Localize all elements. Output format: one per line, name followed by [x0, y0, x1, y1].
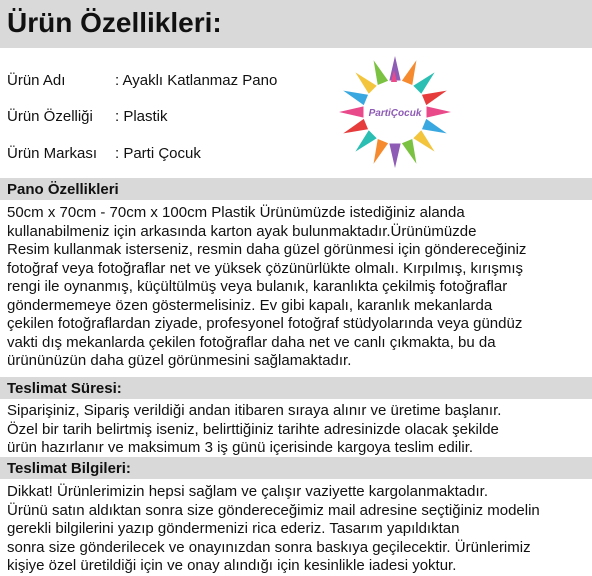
text-line: kullanabilmeniz için arkasında karton ayak bulunmaktadır.Ürünümüzde — [7, 222, 477, 240]
spec-value: : Ayaklı Katlanmaz Pano — [115, 72, 278, 89]
text-line: Özel bir tarih belirtmiş iseniz, belirttiğiniz tarihte adresinizde olacak şekilde — [7, 420, 499, 438]
bunting-flag — [343, 119, 368, 134]
text-line: Siparişiniz, Sipariş verildiği andan itibaren sıraya alınır ve üretime başlanır. — [7, 402, 502, 419]
text-line: gerekli bilgilerini yazıp göndermenizi rica ederiz. Tasarım yapıldıktan — [7, 520, 460, 537]
section-title: Teslimat Süresi: — [7, 380, 122, 397]
bunting-flag — [374, 60, 389, 85]
bunting-flag — [402, 60, 417, 85]
spec-value: : Parti Çocuk — [115, 145, 201, 162]
bunting-flag — [422, 91, 447, 106]
title-bar — [0, 0, 592, 48]
text-line: göndermemeye özen göstermelisiniz. Ev gibi kapalı, karanlık mekanlarda — [7, 296, 493, 314]
text-line: ürününüzün daha güzel görünmesini sağlamaktadır. — [7, 352, 352, 369]
bunting-flag — [413, 72, 434, 93]
text-line: 50cm x 70cm - 70cm x 100cm Plastik Ürünümüzde istediğiniz alanda — [7, 204, 465, 221]
text-line: kişiye özel üretildiği için ve onay alındığı için kesinlikle iadesi yoktur. — [7, 557, 457, 574]
bunting-flag — [413, 130, 434, 151]
spec-label: Ürün Özelliği — [7, 108, 93, 125]
text-line: Resim kullanmak isterseniz, resmin daha güzel görünmesi için göndereceğiniz — [7, 241, 527, 258]
text-line: çekilen fotoğraflardan ziyade, profesyonel fotoğraf stüdyolarında veya gündüz — [7, 315, 523, 332]
page-title: Ürün Özellikleri: — [7, 7, 222, 38]
section-body-delivery-time — [7, 402, 589, 458]
text-line: vakti dış mekanlarda çekilen fotoğraflar daha net ve canlı çıkmakta, bu da — [7, 333, 496, 351]
spec-label: Ürün Adı — [7, 72, 66, 89]
spec-label: Ürün Markası — [7, 145, 98, 162]
text-line: Ürünü satın aldıktan sonra size göndereceğimiz mail adresine seçtiğiniz modelin — [7, 501, 540, 519]
bunting-flag — [389, 144, 400, 168]
text-line: Dikkat! Ürünlerimizin hepsi sağlam ve çalışır vaziyette kargolanmaktadır. — [7, 483, 489, 500]
text-line: ürün hazırlanır ve maksimum 3 iş günü içerisinde kargoya teslim edilir. — [7, 439, 474, 456]
bunting-flag — [343, 91, 368, 106]
section-header-delivery-info — [0, 457, 592, 479]
bunting-flag — [427, 106, 451, 117]
bunting-flag — [402, 139, 417, 164]
spec-value: : Plastik — [115, 108, 168, 125]
parti-cocuk-logo — [335, 52, 455, 172]
bunting-flag — [339, 106, 363, 117]
logo-text: PartiÇocuk — [368, 108, 422, 119]
bunting-flag — [374, 139, 389, 164]
bunting-flag — [355, 72, 376, 93]
section-title: Pano Özellikleri — [7, 181, 119, 198]
text-line: sonra size gönderilecek ve onayınızdan sonra baskıya geçilecektir. Ürünlerimiz — [7, 538, 531, 556]
text-line: rengi ile oynanmış, küçültülmüş veya bulanık, karanlıkta çekilmiş fotoğraflar — [7, 278, 508, 295]
section-body-board-features — [7, 204, 589, 371]
bunting-flag — [422, 119, 447, 134]
section-header-board-features — [0, 178, 592, 200]
bunting-flag — [355, 130, 376, 151]
section-title: Teslimat Bilgileri: — [7, 460, 131, 477]
text-line: fotoğraf veya fotoğraflar net ve yüksek çözünürlükte olmalı. Kırpılmış, kırışmış — [7, 259, 524, 277]
section-header-delivery-time — [0, 377, 592, 399]
section-body-delivery-info — [7, 483, 589, 576]
